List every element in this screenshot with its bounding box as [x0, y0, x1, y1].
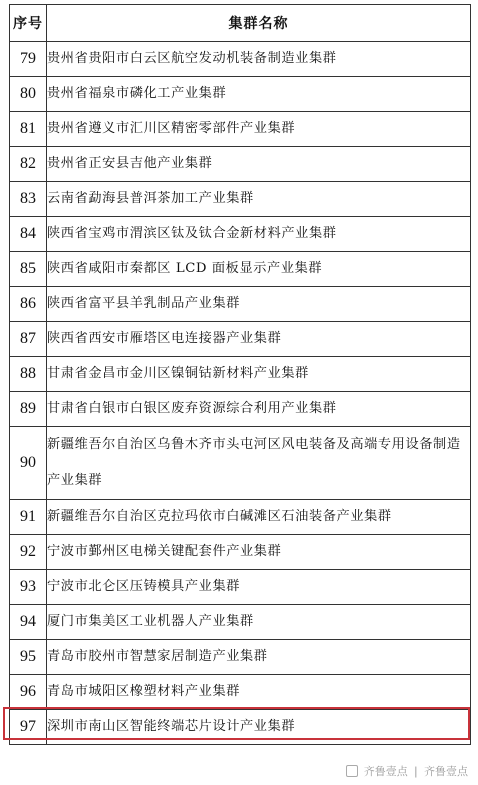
- table-row: [10, 535, 471, 570]
- table-row: [10, 147, 471, 182]
- watermark: [346, 763, 468, 779]
- row-name: 厦门市集美区工业机器人产业集群: [47, 605, 471, 640]
- row-number: 93: [10, 570, 47, 605]
- table-row: [10, 112, 471, 147]
- table-row-highlighted: [10, 675, 471, 710]
- row-name: 贵州省遵义市汇川区精密零部件产业集群: [47, 112, 471, 147]
- row-number: 97: [10, 710, 47, 745]
- row-name: 陕西省咸阳市秦都区 LCD 面板显示产业集群: [47, 252, 471, 287]
- header-number: 序号: [10, 5, 47, 42]
- row-number: 89: [10, 392, 47, 427]
- row-number: 79: [10, 42, 47, 77]
- row-name: 青岛市胶州市智慧家居制造产业集群: [47, 640, 471, 675]
- row-name: 贵州省正安县吉他产业集群: [47, 147, 471, 182]
- table-row: [10, 77, 471, 112]
- row-number: 90: [10, 427, 47, 500]
- row-name: 陕西省富平县羊乳制品产业集群: [47, 287, 471, 322]
- table-row: [10, 427, 471, 500]
- row-number: 88: [10, 357, 47, 392]
- row-name: 甘肃省白银市白银区废弃资源综合利用产业集群: [47, 392, 471, 427]
- table-row: [10, 392, 471, 427]
- row-number: 96: [10, 675, 47, 710]
- row-number: 81: [10, 112, 47, 147]
- table-row: [10, 217, 471, 252]
- row-name: 新疆维吾尔自治区乌鲁木齐市头屯河区风电装备及高端专用设备制造产业集群: [47, 427, 471, 500]
- row-number: 86: [10, 287, 47, 322]
- table-row: [10, 605, 471, 640]
- row-name: 宁波市鄞州区电梯关键配套件产业集群: [47, 535, 471, 570]
- row-name: 陕西省宝鸡市渭滨区钛及钛合金新材料产业集群: [47, 217, 471, 252]
- table-row: [10, 42, 471, 77]
- cluster-table: [9, 4, 471, 745]
- table-row: [10, 287, 471, 322]
- table-row: [10, 710, 471, 745]
- row-number: 91: [10, 500, 47, 535]
- row-number: 80: [10, 77, 47, 112]
- table-row: [10, 322, 471, 357]
- row-name: 深圳市南山区智能终端芯片设计产业集群: [47, 710, 471, 745]
- row-number: 83: [10, 182, 47, 217]
- row-name: 新疆维吾尔自治区克拉玛依市白碱滩区石油装备产业集群: [47, 500, 471, 535]
- row-name: 甘肃省金昌市金川区镍铜钴新材料产业集群: [47, 357, 471, 392]
- row-number: 87: [10, 322, 47, 357]
- row-number: 84: [10, 217, 47, 252]
- row-name: 陕西省西安市雁塔区电连接器产业集群: [47, 322, 471, 357]
- table-row: [10, 570, 471, 605]
- row-name: 青岛市城阳区橡塑材料产业集群: [47, 675, 471, 710]
- table-row: [10, 252, 471, 287]
- header-name: 集群名称: [47, 5, 471, 42]
- row-name: 宁波市北仑区压铸模具产业集群: [47, 570, 471, 605]
- row-number: 95: [10, 640, 47, 675]
- row-number: 82: [10, 147, 47, 182]
- row-name: 云南省勐海县普洱茶加工产业集群: [47, 182, 471, 217]
- row-number: 94: [10, 605, 47, 640]
- table-row: [10, 182, 471, 217]
- row-name: 贵州省福泉市磷化工产业集群: [47, 77, 471, 112]
- table-header-row: [10, 5, 471, 42]
- row-number: 85: [10, 252, 47, 287]
- row-name: 贵州省贵阳市白云区航空发动机装备制造业集群: [47, 42, 471, 77]
- wechat-icon: [346, 765, 358, 777]
- row-number: 92: [10, 535, 47, 570]
- table-row: [10, 500, 471, 535]
- table-row: [10, 357, 471, 392]
- watermark-text: 齐鲁壹点 ❘ 齐鲁壹点: [363, 765, 468, 778]
- table-row: [10, 640, 471, 675]
